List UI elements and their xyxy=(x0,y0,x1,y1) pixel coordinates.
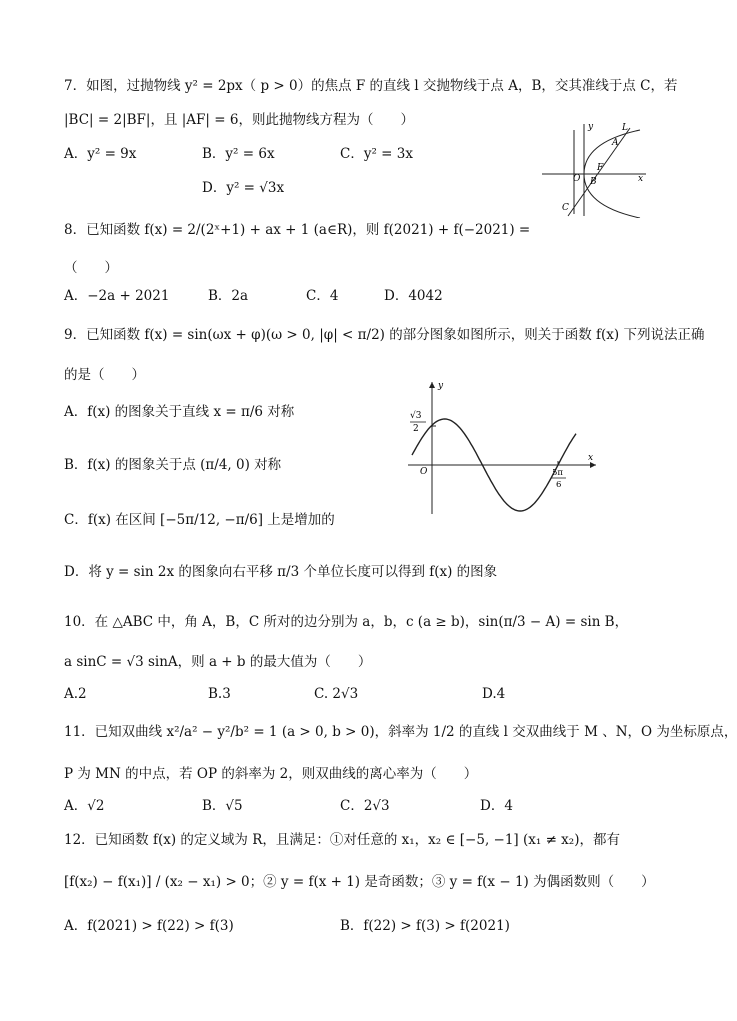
q7-label-b: B xyxy=(590,177,597,187)
q8-stem-line2: （ ） xyxy=(64,260,118,276)
q7-label-a: A xyxy=(612,138,619,148)
q7-label-o: O xyxy=(573,174,581,184)
q9-label-y: y xyxy=(438,381,444,391)
q12-option-b[interactable]: B．f(22) > f(3) > f(2021) xyxy=(340,918,510,934)
q10-option-c[interactable]: C. 2√3 xyxy=(314,686,359,702)
q10-option-a[interactable]: A.2 xyxy=(64,686,87,702)
q9-label-o: O xyxy=(420,467,428,477)
q10-stem-line2: a sinC = √3 sinA，则 a + b 的最大值为（ ） xyxy=(64,654,372,670)
q7-stem-line2: |BC| = 2|BF|，且 |AF| = 6，则此抛物线方程为（ ） xyxy=(64,112,414,128)
q11-option-b[interactable]: B．√5 xyxy=(202,798,243,814)
q11-stem-line2: P 为 MN 的中点，若 OP 的斜率为 2，则双曲线的离心率为（ ） xyxy=(64,766,478,782)
q7-stem-line1: 7．如图，过抛物线 y² = 2px（ p > 0）的焦点 F 的直线 l 交抛物线于点 A，B，交其准线于点 C，若 xyxy=(64,78,678,94)
q10-option-b[interactable]: B.3 xyxy=(208,686,231,702)
q9-label-two: 2 xyxy=(413,424,419,434)
q8-option-c[interactable]: C．4 xyxy=(306,288,339,304)
q8-option-b[interactable]: B．2a xyxy=(208,288,249,304)
q12-stem-line1: 12．已知函数 f(x) 的定义域为 R，且满足：①对任意的 x₁，x₂ ∈ [−5, −1] (x₁ ≠ x₂)，都有 xyxy=(64,832,620,848)
q9-label-5pi: 5π xyxy=(552,468,563,478)
q7-option-b[interactable]: B．y² = 6x xyxy=(202,146,275,162)
q7-label-c: C xyxy=(562,203,569,213)
q8-stem-line1: 8．已知函数 f(x) = 2/(2ˣ+1) + ax + 1 (a∈R)，则 f(2021) + f(−2021) = xyxy=(64,222,531,238)
q7-label-x: x xyxy=(638,174,644,184)
q9-stem-line2: 的是（ ） xyxy=(64,367,145,383)
q9-sine-figure xyxy=(400,378,600,518)
q7-label-f: F xyxy=(597,163,604,173)
q8-option-a[interactable]: A．−2a + 2021 xyxy=(64,288,170,304)
q9-label-sqrt3: √3 xyxy=(410,411,422,421)
q7-option-c[interactable]: C．y² = 3x xyxy=(340,146,413,162)
q12-stem-line2: [f(x₂) − f(x₁)] / (x₂ − x₁) > 0；② y = f(x + 1) 是奇函数；③ y = f(x − 1) 为偶函数则（ ） xyxy=(64,874,655,890)
q9-label-six: 6 xyxy=(556,480,562,490)
q11-option-d[interactable]: D．4 xyxy=(480,798,513,814)
q7-option-d[interactable]: D．y² = √3x xyxy=(202,180,285,196)
q8-option-d[interactable]: D．4042 xyxy=(384,288,443,304)
q9-option-a[interactable]: A．f(x) 的图象关于直线 x = π/6 对称 xyxy=(64,404,295,420)
q9-stem-line1: 9．已知函数 f(x) = sin(ωx + φ)(ω > 0, |φ| < π/2) 的部分图象如图所示，则关于函数 f(x) 下列说法正确 xyxy=(64,327,705,343)
q11-stem-line1: 11．已知双曲线 x²/a² − y²/b² = 1 (a > 0, b > 0)，斜率为 1/2 的直线 l 交双曲线于 M 、N，O 为坐标原点， xyxy=(64,724,737,740)
q7-label-l: L xyxy=(622,123,628,133)
q9-label-x: x xyxy=(588,453,594,463)
q10-stem-line1: 10．在 △ABC 中，角 A，B，C 所对的边分别为 a，b，c (a ≥ b)，sin(π/3 − A) = sin B， xyxy=(64,614,629,630)
q11-option-a[interactable]: A．√2 xyxy=(64,798,105,814)
q10-option-d[interactable]: D.4 xyxy=(482,686,506,702)
q9-option-c[interactable]: C．f(x) 在区间 [−5π/12, −π/6] 上是增加的 xyxy=(64,512,335,528)
q11-option-c[interactable]: C．2√3 xyxy=(340,798,390,814)
q7-option-a[interactable]: A．y² = 9x xyxy=(64,146,137,162)
q12-option-a[interactable]: A．f(2021) > f(22) > f(3) xyxy=(64,918,234,934)
q9-y-arrow xyxy=(429,382,435,388)
q7-label-y: y xyxy=(588,122,594,132)
q9-option-d[interactable]: D．将 y = sin 2x 的图象向右平移 π/3 个单位长度可以得到 f(x) 的图象 xyxy=(64,564,498,580)
q9-option-b[interactable]: B．f(x) 的图象关于点 (π/4, 0) 对称 xyxy=(64,457,282,473)
q7-parabola-figure xyxy=(540,118,650,218)
